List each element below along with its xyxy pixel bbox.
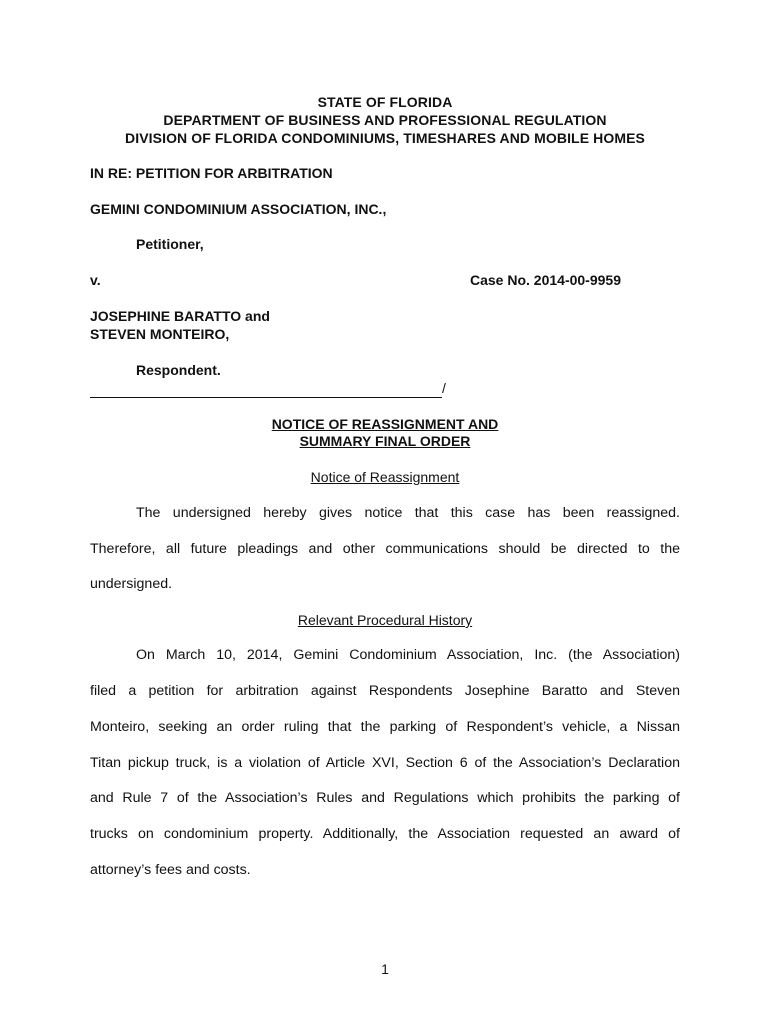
header-agency-division: DIVISION OF FLORIDA CONDOMINIUMS, TIMESHARES AND MOBILE HOMES [125,130,645,146]
case-number: Case No. 2014-00-9959 [470,272,621,288]
paragraph-line: undersigned. [90,576,173,592]
paragraph-line: trucks on condominium property. Additionally, the Association requested an award of [90,826,680,842]
paragraph-line: attorney’s fees and costs. [90,862,251,878]
paragraph-line: and Rule 7 of the Association’s Rules and Regulations which prohibits the parking of [90,790,680,806]
paragraph-line: On March 10, 2014, Gemini Condominium Association, Inc. (the Association) [136,647,680,663]
caption-rule-slash: / [442,380,446,396]
caption-rule [90,397,442,398]
document-title-line1-text: NOTICE OF REASSIGNMENT AND [271,416,499,432]
caption-in-re: IN RE: PETITION FOR ARBITRATION [90,165,333,181]
paragraph-line: Monteiro, seeking an order ruling that the parking of Respondent’s vehicle, a Nissan [90,719,680,735]
page-number: 1 [381,961,389,977]
section-heading-reassignment-text: Notice of Reassignment [310,469,460,485]
caption-petitioner-name: GEMINI CONDOMINIUM ASSOCIATION, INC., [90,201,387,217]
paragraph-line: Titan pickup truck, is a violation of Article XVI, Section 6 of the Association’s Declaration [90,755,680,771]
header-agency-state: STATE OF FLORIDA [317,94,453,110]
document-title-line2-text: SUMMARY FINAL ORDER [299,433,471,449]
paragraph-line: The undersigned hereby gives notice that this case has been reassigned. [136,505,680,521]
document-title-line2 [0,433,770,449]
caption-respondent-line2: STEVEN MONTEIRO, [90,326,230,342]
paragraph-line: Therefore, all future pleadings and other communications should be directed to the [90,541,680,557]
caption-respondent-line1: JOSEPHINE BARATTO and [90,308,270,324]
paragraph-line: filed a petition for arbitration against Respondents Josephine Baratto and Steven [90,683,680,699]
section-heading-procedural-history [0,612,770,628]
caption-petitioner-role: Petitioner, [136,236,204,252]
caption-versus: v. [90,272,101,288]
section-heading-procedural-history-text: Relevant Procedural History [297,612,473,628]
section-heading-reassignment [0,469,770,485]
document-title-line1 [0,416,770,432]
caption-respondent-role: Respondent. [136,362,221,378]
header-agency-department: DEPARTMENT OF BUSINESS AND PROFESSIONAL REGULATION [163,112,607,128]
